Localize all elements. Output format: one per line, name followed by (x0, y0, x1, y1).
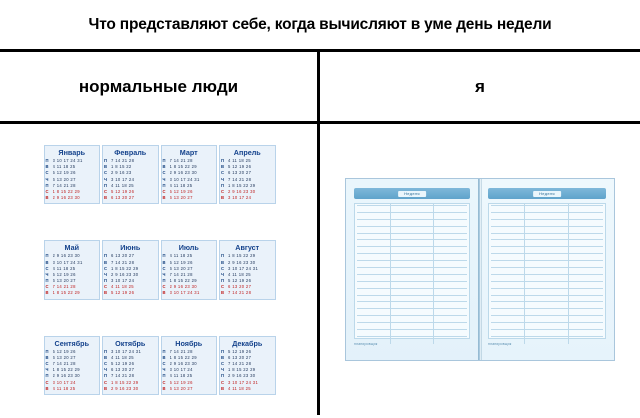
calendar-day-numbers: 1 8 15 22 29 (169, 278, 197, 284)
calendar-month (219, 145, 276, 204)
calendar-day-numbers: 4 11 18 25 (52, 164, 76, 170)
column-label-me: я (475, 76, 485, 96)
calendar-day-label: С (162, 188, 166, 194)
calendar-day-numbers: 4 11 18 25 (111, 284, 134, 290)
calendar-day-numbers: 1 8 15 22 29 (111, 265, 139, 271)
calendar-day-label: С (221, 265, 225, 271)
calendar-day-numbers: 5 12 19 26 (52, 271, 76, 277)
calendar-day-numbers: 6 13 20 27 (111, 253, 135, 259)
calendar-day-numbers: 4 11 18 25 (169, 373, 193, 379)
calendar-month-name: Октябрь (115, 338, 146, 348)
diary-line (357, 246, 467, 247)
calendar-day-label: В (162, 164, 166, 170)
calendar-day-label: С (45, 265, 49, 271)
calendar-day-label: В (162, 354, 166, 360)
calendar-day-numbers: 5 12 19 26 (228, 348, 252, 354)
calendar-grid (104, 158, 157, 201)
calendar-day-numbers: 2 9 16 23 30 (111, 385, 139, 391)
calendar-day-label: П (162, 348, 166, 354)
diary-line (491, 315, 603, 316)
calendar-grid (46, 253, 99, 296)
calendar-day-label: С (104, 188, 108, 194)
diary-line (491, 239, 603, 240)
calendar-day-label: В (104, 195, 108, 201)
calendar-day-label: В (221, 259, 225, 265)
calendar-row (42, 143, 278, 207)
meme-content-row (0, 124, 640, 415)
calendar-day-numbers: 2 9 16 23 30 (228, 373, 256, 379)
calendar-month (102, 336, 159, 395)
calendar-row (42, 334, 278, 398)
calendar-grid (104, 253, 157, 296)
diary-line (357, 267, 467, 268)
calendar-day-label: П (162, 278, 166, 284)
calendar-day-numbers: 1 8 15 22 29 (111, 379, 139, 385)
calendar-day-label: С (221, 170, 225, 176)
calendar-row (42, 238, 278, 302)
calendar-day-label: П (221, 182, 225, 188)
calendar-day-label: Ч (221, 176, 224, 182)
column-header-right (320, 52, 640, 121)
calendar-day-label: П (221, 373, 225, 379)
diary-column-separator (568, 203, 569, 344)
calendar-day-numbers: 2 9 16 23 30 (111, 271, 139, 277)
calendar-day-numbers: 6 13 20 27 (52, 176, 76, 182)
calendar-day-label: П (104, 253, 108, 259)
meme-label-row (0, 52, 640, 124)
diary-line (491, 253, 603, 254)
diary-line (357, 308, 467, 309)
calendar-month-name: Сентябрь (54, 338, 89, 348)
column-header-left (0, 52, 320, 121)
diary-spine (478, 179, 482, 360)
calendar-day-numbers: 7 14 21 28 (228, 176, 252, 182)
calendar-day-numbers: 5 12 19 26 (111, 188, 135, 194)
diary-line (357, 281, 467, 282)
calendar-month (44, 145, 101, 204)
calendar-day-numbers: 4 11 18 25 (169, 182, 193, 188)
diary-footer-note: планировщик (488, 342, 512, 346)
calendar-day-label: П (104, 348, 108, 354)
diary-footer-note: планировщик (354, 342, 378, 346)
calendar-day-numbers: 7 14 21 28 (228, 290, 252, 296)
calendar-day-label: В (162, 290, 166, 296)
calendar-day-numbers: 3 10 17 24 31 (169, 290, 200, 296)
calendar-week-line (221, 290, 274, 296)
diary-line (357, 288, 467, 289)
calendar-day-numbers: 1 8 15 22 29 (228, 253, 256, 259)
diary-line (357, 212, 467, 213)
calendar-day-label: С (162, 265, 166, 271)
calendar-day-label: Ч (104, 271, 107, 277)
calendar-day-numbers: 7 14 21 28 (111, 259, 135, 265)
content-cell-left (0, 124, 320, 415)
calendar-day-numbers: 6 13 20 27 (169, 195, 193, 201)
calendar-day-label: С (162, 361, 166, 367)
calendar-day-label: В (45, 290, 49, 296)
calendar-day-label: П (162, 182, 166, 188)
calendar-day-numbers: 7 14 21 28 (169, 348, 193, 354)
calendar-day-numbers: 6 13 20 27 (169, 265, 193, 271)
calendar-day-numbers: 6 13 20 27 (111, 195, 135, 201)
meme-title-bar (0, 0, 640, 52)
calendar-grid (163, 158, 216, 201)
calendar-day-label: С (45, 284, 49, 290)
calendar-week-line (221, 386, 274, 392)
calendar-month-name: Май (64, 243, 79, 253)
diary-line (491, 308, 603, 309)
calendar-week-line (163, 195, 216, 201)
calendar-day-label: В (104, 290, 108, 296)
diary-line (357, 336, 467, 337)
calendar-month-name: Июль (178, 243, 199, 253)
calendar-day-label: П (45, 373, 49, 379)
calendar-day-label: С (104, 284, 108, 290)
calendar-day-numbers: 3 10 17 24 31 (228, 379, 259, 385)
calendar-day-label: С (104, 379, 108, 385)
calendar-day-label: В (45, 259, 49, 265)
diary-header-label: Неделя (398, 191, 426, 197)
diary-line (357, 322, 467, 323)
calendar-day-label: С (162, 379, 166, 385)
diary-line (357, 301, 467, 302)
calendar-day-numbers: 2 9 16 23 30 (169, 361, 197, 367)
calendar-week-line (104, 386, 157, 392)
calendar-month-name: Февраль (114, 148, 147, 157)
calendar-day-label: С (45, 188, 49, 194)
calendar-day-label: В (104, 259, 108, 265)
calendar-month (219, 240, 276, 299)
calendar-day-numbers: 4 11 18 25 (111, 182, 134, 188)
diary-line (491, 322, 603, 323)
calendar-day-numbers: 6 13 20 27 (228, 170, 252, 176)
calendar-day-numbers: 3 10 17 24 (111, 176, 135, 182)
calendar-day-label: В (104, 354, 108, 360)
calendar-month (161, 336, 218, 395)
calendar-day-label: П (104, 182, 108, 188)
calendar-day-label: Ч (162, 367, 166, 373)
calendar-day-numbers: 2 9 16 23 30 (228, 188, 256, 194)
diary-line (491, 212, 603, 213)
calendar-day-label: П (162, 373, 166, 379)
calendar-day-numbers: 6 13 20 27 (111, 367, 135, 373)
diary-line (357, 205, 467, 206)
diary-ruled-lines (488, 203, 606, 339)
calendar-week-line (104, 290, 157, 296)
diary-line (491, 226, 603, 227)
calendar-day-numbers: 6 13 20 27 (52, 278, 76, 284)
calendar-grid (221, 253, 274, 296)
calendar-day-numbers: 4 11 18 25 (228, 385, 251, 391)
calendar-day-label: П (45, 182, 49, 188)
calendar-day-label: С (104, 361, 108, 367)
calendar-month (219, 336, 276, 395)
calendar-day-numbers: 1 8 15 22 29 (228, 182, 256, 188)
calendar-week-line (163, 290, 216, 296)
diary-line (491, 281, 603, 282)
calendar-day-numbers: 2 9 16 23 30 (52, 373, 80, 379)
calendar-day-label: В (104, 385, 108, 391)
calendar-day-label: С (221, 379, 225, 385)
calendar-day-label: П (162, 253, 166, 259)
diary-line (491, 260, 603, 261)
year-calendar (42, 143, 278, 398)
calendar-day-numbers: 2 9 16 23 30 (52, 195, 80, 201)
calendar-day-numbers: 5 12 19 26 (111, 361, 135, 367)
calendar-day-numbers: 3 10 17 24 (52, 379, 76, 385)
calendar-day-numbers: 7 14 21 28 (52, 284, 76, 290)
calendar-day-numbers: 1 8 15 22 29 (228, 367, 256, 373)
diary-line (491, 233, 603, 234)
calendar-day-label: В (221, 164, 225, 170)
calendar-day-numbers: 5 12 19 26 (169, 188, 193, 194)
calendar-day-label: С (162, 170, 166, 176)
diary-column-separator (390, 203, 391, 344)
calendar-day-numbers: 6 13 20 27 (52, 354, 76, 360)
column-label-normal-people: нормальные люди (78, 76, 239, 96)
calendar-day-numbers: 2 9 16 23 (111, 170, 132, 176)
calendar-day-label: Ч (45, 367, 49, 373)
calendar-day-numbers: 2 9 16 23 30 (52, 253, 80, 259)
calendar-day-label: С (45, 379, 49, 385)
calendar-day-label: В (45, 385, 49, 391)
calendar-day-label: П (162, 158, 166, 163)
calendar-day-label: П (221, 348, 225, 354)
calendar-day-numbers: 4 11 18 25 (52, 385, 76, 391)
diary-line (491, 267, 603, 268)
calendar-day-numbers: 7 14 21 28 (111, 158, 135, 163)
diary-line (357, 226, 467, 227)
diary-line (357, 253, 467, 254)
calendar-day-label: П (221, 158, 225, 163)
calendar-day-label: С (162, 284, 166, 290)
calendar-month (44, 336, 101, 395)
calendar-day-numbers: 1 8 15 22 29 (169, 354, 197, 360)
calendar-grid (221, 158, 274, 201)
calendar-grid (46, 158, 99, 201)
diary-line (491, 219, 603, 220)
diary-line (491, 288, 603, 289)
calendar-day-label: В (45, 354, 49, 360)
calendar-day-numbers: 3 10 17 24 (169, 367, 193, 373)
calendar-week-line (46, 386, 99, 392)
calendar-month-name: Март (179, 148, 198, 157)
calendar-month-name: Август (235, 243, 260, 253)
open-diary-photo (345, 178, 615, 361)
calendar-day-numbers: 7 14 21 28 (169, 271, 193, 277)
calendar-day-label: Ч (221, 271, 224, 277)
calendar-day-numbers: 5 12 19 26 (228, 278, 252, 284)
calendar-grid (46, 349, 99, 392)
page-title: Что представляют себе, когда вычисляют в уме день недели (88, 15, 552, 33)
calendar-day-label: В (45, 195, 49, 201)
calendar-grid (163, 253, 216, 296)
calendar-day-label: П (45, 348, 49, 354)
calendar-month-name: Июнь (120, 243, 141, 253)
calendar-week-line (46, 195, 99, 201)
calendar-day-label: С (221, 188, 225, 194)
calendar-day-label: Ч (162, 176, 166, 182)
diary-line (491, 246, 603, 247)
calendar-week-line (163, 386, 216, 392)
calendar-day-label: Ч (162, 271, 166, 277)
calendar-day-label: В (162, 259, 166, 265)
calendar-day-numbers: 5 12 19 26 (169, 259, 193, 265)
diary-line (491, 274, 603, 275)
calendar-day-label: П (104, 278, 108, 284)
calendar-day-label: С (45, 170, 49, 176)
calendar-day-numbers: 5 12 19 26 (169, 379, 193, 385)
calendar-day-numbers: 7 14 21 28 (52, 182, 76, 188)
calendar-day-label: С (45, 361, 49, 367)
diary-line (357, 315, 467, 316)
calendar-day-numbers: 5 12 19 26 (52, 348, 76, 354)
calendar-day-numbers: 4 11 18 25 (228, 271, 251, 277)
calendar-day-numbers: 3 10 17 24 31 (111, 348, 142, 354)
calendar-day-numbers: 6 13 20 27 (228, 354, 252, 360)
calendar-month-name: Январь (58, 148, 86, 157)
diary-line (491, 336, 603, 337)
calendar-day-numbers: 5 12 19 26 (52, 170, 76, 176)
diary-line (491, 295, 603, 296)
calendar-week-line (221, 195, 274, 201)
calendar-day-label: В (221, 290, 225, 296)
calendar-day-numbers: 3 10 17 24 31 (169, 176, 200, 182)
diary-line (357, 239, 467, 240)
calendar-month-name: Декабрь (232, 338, 263, 348)
calendar-day-numbers: 4 11 18 25 (169, 253, 193, 259)
calendar-day-label: В (45, 164, 49, 170)
diary-left-page (346, 179, 480, 360)
diary-line (491, 329, 603, 330)
calendar-day-label: В (104, 164, 108, 170)
calendar-month-name: Апрель (233, 148, 261, 157)
diary-line (357, 233, 467, 234)
calendar-day-numbers: 1 8 15 22 29 (52, 188, 80, 194)
diary-line (357, 219, 467, 220)
calendar-day-numbers: 7 14 21 28 (111, 373, 135, 379)
calendar-day-label: В (221, 385, 225, 391)
calendar-day-numbers: 3 10 17 24 31 (228, 265, 259, 271)
calendar-day-numbers: 6 13 20 27 (228, 284, 252, 290)
calendar-day-label: П (221, 253, 225, 259)
calendar-month-name: Ноябрь (175, 338, 203, 348)
calendar-grid (163, 349, 216, 392)
calendar-week-line (46, 290, 99, 296)
calendar-day-numbers: 1 8 15 22 29 (52, 290, 80, 296)
calendar-day-label: П (221, 278, 225, 284)
calendar-day-numbers: 5 12 19 26 (228, 164, 252, 170)
calendar-day-numbers: 1 8 15 22 (111, 164, 132, 170)
calendar-day-label: П (104, 158, 108, 163)
diary-line (357, 274, 467, 275)
calendar-day-numbers: 7 14 21 28 (169, 158, 193, 163)
diary-page-header (354, 188, 470, 199)
content-cell-right (320, 124, 640, 415)
calendar-day-numbers: 3 10 17 24 (111, 278, 135, 284)
calendar-day-numbers: 7 14 21 28 (228, 361, 252, 367)
calendar-day-label: В (162, 195, 166, 201)
calendar-day-label: Ч (104, 176, 107, 182)
calendar-week-line (104, 195, 157, 201)
diary-column-separator (433, 203, 434, 344)
calendar-grid (221, 349, 274, 392)
calendar-day-label: С (104, 265, 108, 271)
diary-page-header (488, 188, 606, 199)
diary-line (491, 205, 603, 206)
calendar-day-label: П (104, 373, 108, 379)
calendar-day-numbers: 5 12 19 26 (111, 290, 135, 296)
calendar-day-numbers: 4 11 18 25 (111, 354, 134, 360)
calendar-month (161, 145, 218, 204)
calendar-day-label: Ч (45, 271, 49, 277)
diary-ruled-lines (354, 203, 470, 339)
diary-column-separator (524, 203, 525, 344)
calendar-day-label: Ч (221, 367, 224, 373)
calendar-day-numbers: 3 10 17 24 (228, 195, 252, 201)
diary-line (357, 329, 467, 330)
calendar-month (44, 240, 101, 299)
calendar-day-label: Ч (104, 367, 107, 373)
calendar-month (102, 145, 159, 204)
calendar-day-label: Ч (45, 176, 49, 182)
diary-header-label: Неделя (533, 191, 561, 197)
calendar-day-label: В (221, 354, 225, 360)
calendar-day-label: П (45, 158, 49, 163)
calendar-month (161, 240, 218, 299)
diary-line (357, 295, 467, 296)
calendar-day-numbers: 3 10 17 24 31 (52, 259, 83, 265)
calendar-grid (104, 349, 157, 392)
calendar-day-numbers: 7 14 21 28 (52, 361, 76, 367)
calendar-month (102, 240, 159, 299)
calendar-day-numbers: 6 13 20 27 (169, 385, 193, 391)
calendar-day-numbers: 2 9 16 23 30 (169, 284, 197, 290)
calendar-day-label: С (221, 361, 225, 367)
calendar-day-numbers: 4 11 18 25 (228, 158, 251, 163)
calendar-day-label: П (45, 278, 49, 284)
calendar-day-numbers: 1 8 15 22 29 (52, 367, 80, 373)
calendar-day-numbers: 2 9 16 23 30 (169, 170, 197, 176)
diary-line (491, 301, 603, 302)
calendar-day-numbers: 3 10 17 24 31 (52, 158, 83, 163)
calendar-day-label: В (162, 385, 166, 391)
calendar-day-label: В (221, 195, 225, 201)
calendar-day-label: П (45, 253, 49, 259)
diary-right-page (480, 179, 614, 360)
calendar-day-numbers: 2 9 16 23 30 (228, 259, 256, 265)
calendar-day-label: С (104, 170, 108, 176)
diary-line (357, 260, 467, 261)
calendar-day-numbers: 4 11 18 25 (52, 265, 76, 271)
calendar-day-numbers: 1 8 15 22 29 (169, 164, 197, 170)
calendar-day-label: С (221, 284, 225, 290)
